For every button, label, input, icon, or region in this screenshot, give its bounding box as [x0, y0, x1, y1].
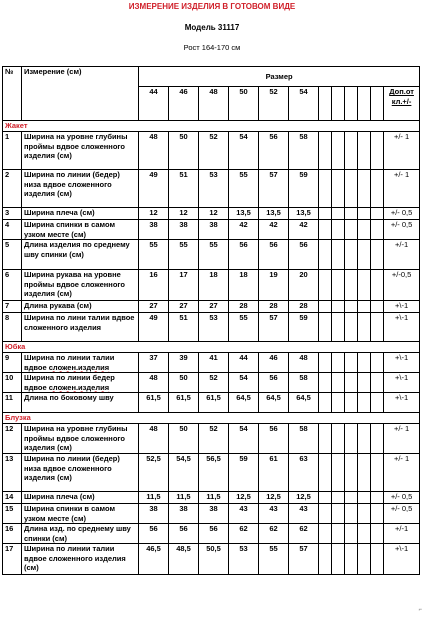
size-value-46: 38: [169, 220, 199, 240]
row-label: Длина изделия по среднему шву спинки (см): [22, 240, 139, 270]
table-row: [3, 393, 420, 413]
size-value-52: 28: [259, 301, 289, 313]
empty-cell: [332, 353, 345, 373]
empty-cell: [358, 492, 371, 504]
size-value-46: 51: [169, 170, 199, 208]
empty-cell: [371, 240, 384, 270]
table-row: [3, 373, 420, 393]
empty-cell: [345, 208, 358, 220]
empty-cell: [319, 353, 332, 373]
size-value-54: 12,5: [289, 492, 319, 504]
tolerance-value: +/- 0,5: [384, 492, 420, 504]
empty-cell: [371, 393, 384, 413]
empty-cell: [332, 544, 345, 575]
empty-cell: [319, 313, 332, 342]
row-label: Ширина рукава на уровне проймы вдвое сложенного изделия (см): [22, 270, 139, 301]
empty-cell: [371, 353, 384, 373]
empty-cell: [358, 524, 371, 544]
empty-cell: [332, 208, 345, 220]
empty-cell: [332, 240, 345, 270]
size-value-44: 48: [139, 373, 169, 393]
table-row: [3, 301, 420, 313]
row-label: Длина по боковому шву: [22, 393, 139, 413]
table-row: [3, 353, 420, 373]
row-label: Ширина плеча (см): [22, 492, 139, 504]
row-number: 4: [3, 220, 22, 240]
size-value-50: 54: [229, 132, 259, 170]
table-row: [3, 208, 420, 220]
size-value-50: 55: [229, 170, 259, 208]
row-label: Длина рукава (см): [22, 301, 139, 313]
size-value-46: 11,5: [169, 492, 199, 504]
tolerance-value: +\-1: [384, 393, 420, 413]
tolerance-value: +\-1: [384, 353, 420, 373]
empty-cell: [345, 301, 358, 313]
size-value-50: 64,5: [229, 393, 259, 413]
row-label: Ширина по линии (бедер) низа вдвое сложенного изделия (см): [22, 454, 139, 492]
empty-cell: [345, 313, 358, 342]
tolerance-value: +/- 1: [384, 424, 420, 454]
empty-cell: [371, 373, 384, 393]
tolerance-value: +\-1: [384, 544, 420, 575]
size-value-44: 49: [139, 313, 169, 342]
size-value-52: 57: [259, 313, 289, 342]
empty-cell: [371, 313, 384, 342]
section-row: [3, 342, 420, 353]
size-value-46: 50: [169, 373, 199, 393]
size-value-52: 56: [259, 240, 289, 270]
row-number: 16: [3, 524, 22, 544]
size-value-44: 46,5: [139, 544, 169, 575]
size-value-50: 13,5: [229, 208, 259, 220]
row-number: 14: [3, 492, 22, 504]
empty-cell: [319, 393, 332, 413]
table-row: [3, 504, 420, 524]
size-value-54: 28: [289, 301, 319, 313]
table-row: [3, 454, 420, 492]
tolerance-value: +/-1: [384, 240, 420, 270]
measurement-table: [2, 66, 420, 575]
empty-cell: [319, 454, 332, 492]
row-label: [22, 373, 139, 393]
table-row: [3, 220, 420, 240]
empty-cell: [332, 87, 345, 121]
empty-cell: [345, 424, 358, 454]
row-label: Ширина спинки в самом узком месте (см): [22, 504, 139, 524]
size-value-54: 20: [289, 270, 319, 301]
empty-cell: [345, 492, 358, 504]
size-value-48: 52: [199, 424, 229, 454]
empty-cell: [332, 492, 345, 504]
row-number: 3: [3, 208, 22, 220]
size-value-46: 61,5: [169, 393, 199, 413]
size-value-54: 56: [289, 240, 319, 270]
size-value-48: 18: [199, 270, 229, 301]
empty-cell: [371, 270, 384, 301]
empty-cell: [358, 240, 371, 270]
empty-cell: [319, 208, 332, 220]
empty-cell: [371, 220, 384, 240]
empty-cell: [371, 301, 384, 313]
size-value-52: 64,5: [259, 393, 289, 413]
empty-cell: [358, 504, 371, 524]
empty-cell: [358, 373, 371, 393]
row-label: Длина изд. по среднему шву спинки (см): [22, 524, 139, 544]
tolerance-value: +/- 0,5: [384, 208, 420, 220]
empty-cell: [332, 132, 345, 170]
size-value-46: 17: [169, 270, 199, 301]
size-value-50: 62: [229, 524, 259, 544]
size-value-44: 27: [139, 301, 169, 313]
size-value-54: 42: [289, 220, 319, 240]
empty-cell: [319, 373, 332, 393]
size-value-46: 54,5: [169, 454, 199, 492]
empty-cell: [358, 454, 371, 492]
empty-cell: [319, 424, 332, 454]
row-label: Ширина по линии талии вдвое сложенного изделия (см): [22, 544, 139, 575]
row-number: 12: [3, 424, 22, 454]
table-row: [3, 524, 420, 544]
size-value-46: 50: [169, 132, 199, 170]
size-value-52: 13,5: [259, 208, 289, 220]
row-label-text-underlined: сложен.изделия: [48, 362, 110, 372]
empty-cell: [371, 208, 384, 220]
size-value-54: 13,5: [289, 208, 319, 220]
size-value-50: 54: [229, 373, 259, 393]
header-size-46: 46: [169, 87, 199, 121]
size-value-48: 56,5: [199, 454, 229, 492]
size-value-44: 12: [139, 208, 169, 220]
row-label-text-underlined: сложен.изделия: [48, 382, 110, 392]
size-value-54: 58: [289, 424, 319, 454]
size-value-44: 16: [139, 270, 169, 301]
tolerance-value: +/- 1: [384, 170, 420, 208]
size-value-54: 57: [289, 544, 319, 575]
row-number: 11: [3, 393, 22, 413]
empty-cell: [319, 524, 332, 544]
size-value-48: 38: [199, 220, 229, 240]
size-value-46: 39: [169, 353, 199, 373]
empty-cell: [345, 504, 358, 524]
empty-cell: [345, 240, 358, 270]
table-row: [3, 424, 420, 454]
empty-cell: [332, 301, 345, 313]
header-size-54: 54: [289, 87, 319, 121]
section-row: [3, 121, 420, 132]
empty-cell: [371, 524, 384, 544]
empty-cell: [319, 544, 332, 575]
tolerance-value: +/- 1: [384, 454, 420, 492]
empty-cell: [358, 208, 371, 220]
empty-cell: [358, 393, 371, 413]
size-value-50: 12,5: [229, 492, 259, 504]
size-value-44: 49: [139, 170, 169, 208]
empty-cell: [345, 170, 358, 208]
tolerance-value: +/- 1: [384, 132, 420, 170]
empty-cell: [371, 170, 384, 208]
size-value-52: 43: [259, 504, 289, 524]
size-value-48: 53: [199, 313, 229, 342]
size-value-50: 55: [229, 313, 259, 342]
empty-cell: [332, 170, 345, 208]
empty-cell: [371, 504, 384, 524]
empty-cell: [332, 270, 345, 301]
row-label: Ширина по лини талии вдвое сложенного изделия: [22, 313, 139, 342]
empty-cell: [319, 301, 332, 313]
row-label: Ширина по линии (бедер) низа вдвое сложенного изделия (см): [22, 170, 139, 208]
size-value-46: 27: [169, 301, 199, 313]
size-value-50: 43: [229, 504, 259, 524]
empty-cell: [319, 220, 332, 240]
size-value-50: 59: [229, 454, 259, 492]
size-value-44: 48: [139, 424, 169, 454]
size-value-46: 12: [169, 208, 199, 220]
model-label: Модель 31117: [184, 23, 240, 32]
empty-cell: [358, 544, 371, 575]
empty-cell: [371, 544, 384, 575]
size-value-52: 55: [259, 544, 289, 575]
size-value-48: 27: [199, 301, 229, 313]
size-value-54: 59: [289, 313, 319, 342]
row-number: 2: [3, 170, 22, 208]
empty-cell: [358, 424, 371, 454]
size-value-50: 28: [229, 301, 259, 313]
size-value-54: 59: [289, 170, 319, 208]
empty-cell: [358, 220, 371, 240]
row-label: Ширина на уровне глубины проймы вдвое сложенного изделия (см): [22, 132, 139, 170]
size-value-44: 38: [139, 504, 169, 524]
table-row: [3, 270, 420, 301]
size-value-54: 64,5: [289, 393, 319, 413]
header-size-50: 50: [229, 87, 259, 121]
size-value-46: 50: [169, 424, 199, 454]
size-value-54: 58: [289, 132, 319, 170]
empty-cell: [358, 301, 371, 313]
row-number: 8: [3, 313, 22, 342]
section-row: [3, 413, 420, 424]
empty-cell: [319, 492, 332, 504]
size-value-48: 12: [199, 208, 229, 220]
section-title: Блузка: [3, 413, 420, 424]
size-value-44: 38: [139, 220, 169, 240]
height-range-label: Рост 164-170 см: [183, 43, 241, 52]
size-value-48: 61,5: [199, 393, 229, 413]
size-value-50: 54: [229, 424, 259, 454]
empty-cell: [358, 132, 371, 170]
size-value-48: 56: [199, 524, 229, 544]
size-value-50: 53: [229, 544, 259, 575]
size-value-54: 43: [289, 504, 319, 524]
empty-cell: [358, 270, 371, 301]
row-label: Ширина плеча (см): [22, 208, 139, 220]
section-title: Юбка: [3, 342, 420, 353]
row-label: [22, 353, 139, 373]
empty-cell: [332, 313, 345, 342]
tolerance-value: +\-1: [384, 313, 420, 342]
row-number: 7: [3, 301, 22, 313]
header-size-44: 44: [139, 87, 169, 121]
table-row: [3, 170, 420, 208]
table-row: [3, 544, 420, 575]
row-number: 13: [3, 454, 22, 492]
empty-cell: [332, 393, 345, 413]
size-value-52: 56: [259, 424, 289, 454]
size-value-48: 53: [199, 170, 229, 208]
empty-cell: [345, 270, 358, 301]
size-value-48: 11,5: [199, 492, 229, 504]
empty-cell: [345, 454, 358, 492]
size-value-52: 46: [259, 353, 289, 373]
empty-cell: [371, 87, 384, 121]
row-number: 17: [3, 544, 22, 575]
size-value-48: 52: [199, 132, 229, 170]
row-number: 6: [3, 270, 22, 301]
size-value-44: 61,5: [139, 393, 169, 413]
row-label: Ширина на уровне глубины проймы вдвое сложенного изделия (см): [22, 424, 139, 454]
table-row: [3, 492, 420, 504]
size-value-54: 62: [289, 524, 319, 544]
size-value-46: 48,5: [169, 544, 199, 575]
header-measure: Измерение (см): [22, 67, 139, 121]
row-number: 1: [3, 132, 22, 170]
empty-cell: [345, 220, 358, 240]
empty-cell: [345, 524, 358, 544]
size-value-48: 50,5: [199, 544, 229, 575]
page-title: ИЗМЕРЕНИЕ ИЗДЕЛИЯ В ГОТОВОМ ВИДЕ: [128, 2, 296, 11]
size-value-48: 55: [199, 240, 229, 270]
size-value-44: 48: [139, 132, 169, 170]
size-value-52: 56: [259, 132, 289, 170]
size-value-50: 42: [229, 220, 259, 240]
row-label-text: Ширина по линии талии вдвое: [24, 353, 115, 372]
tolerance-value: +/- 0,5: [384, 504, 420, 524]
size-value-46: 55: [169, 240, 199, 270]
header-size-52: 52: [259, 87, 289, 121]
row-number: 9: [3, 353, 22, 373]
size-value-50: 18: [229, 270, 259, 301]
size-value-44: 37: [139, 353, 169, 373]
tolerance-value: +\-1: [384, 301, 420, 313]
size-value-50: 56: [229, 240, 259, 270]
empty-cell: [345, 393, 358, 413]
size-value-46: 51: [169, 313, 199, 342]
header-num: №: [3, 67, 22, 121]
empty-cell: [332, 504, 345, 524]
tolerance-value: +\-1: [384, 373, 420, 393]
table-row: [3, 313, 420, 342]
empty-cell: [319, 270, 332, 301]
size-value-46: 56: [169, 524, 199, 544]
size-value-44: 52,5: [139, 454, 169, 492]
row-number: 15: [3, 504, 22, 524]
size-value-44: 11,5: [139, 492, 169, 504]
size-value-48: 41: [199, 353, 229, 373]
table-row: [3, 132, 420, 170]
row-number: 5: [3, 240, 22, 270]
empty-cell: [371, 424, 384, 454]
tolerance-value: +/-1: [384, 524, 420, 544]
empty-cell: [332, 454, 345, 492]
size-value-48: 52: [199, 373, 229, 393]
size-value-52: 56: [259, 373, 289, 393]
corner-mark: ⌐: [418, 607, 422, 613]
size-value-54: 63: [289, 454, 319, 492]
size-value-44: 56: [139, 524, 169, 544]
section-title: Жакет: [3, 121, 420, 132]
size-value-54: 58: [289, 373, 319, 393]
empty-cell: [332, 373, 345, 393]
empty-cell: [371, 454, 384, 492]
header-size: Размер: [139, 67, 420, 87]
row-number: 10: [3, 373, 22, 393]
empty-cell: [332, 524, 345, 544]
row-label: Ширина спинки в самом узком месте (см): [22, 220, 139, 240]
size-value-52: 12,5: [259, 492, 289, 504]
size-value-52: 42: [259, 220, 289, 240]
size-value-54: 48: [289, 353, 319, 373]
size-value-52: 61: [259, 454, 289, 492]
size-value-52: 19: [259, 270, 289, 301]
header-size-48: 48: [199, 87, 229, 121]
tolerance-value: +/- 0,5: [384, 220, 420, 240]
header-tolerance: Доп.от кл.+/-: [384, 87, 420, 121]
empty-cell: [319, 132, 332, 170]
empty-cell: [358, 313, 371, 342]
size-value-52: 62: [259, 524, 289, 544]
empty-cell: [332, 424, 345, 454]
empty-cell: [358, 353, 371, 373]
empty-cell: [319, 170, 332, 208]
empty-cell: [358, 170, 371, 208]
empty-cell: [371, 132, 384, 170]
empty-cell: [345, 132, 358, 170]
empty-cell: [319, 504, 332, 524]
row-label-text: Ширина по линии бедер вдвое: [24, 373, 115, 392]
empty-cell: [345, 353, 358, 373]
table-row: [3, 240, 420, 270]
empty-cell: [371, 492, 384, 504]
size-value-50: 44: [229, 353, 259, 373]
empty-cell: [345, 373, 358, 393]
empty-cell: [345, 544, 358, 575]
empty-cell: [345, 87, 358, 121]
size-value-44: 55: [139, 240, 169, 270]
size-value-48: 38: [199, 504, 229, 524]
size-value-52: 57: [259, 170, 289, 208]
empty-cell: [358, 87, 371, 121]
size-value-46: 38: [169, 504, 199, 524]
empty-cell: [332, 220, 345, 240]
tolerance-value: +/-0,5: [384, 270, 420, 301]
empty-cell: [319, 87, 332, 121]
empty-cell: [319, 240, 332, 270]
